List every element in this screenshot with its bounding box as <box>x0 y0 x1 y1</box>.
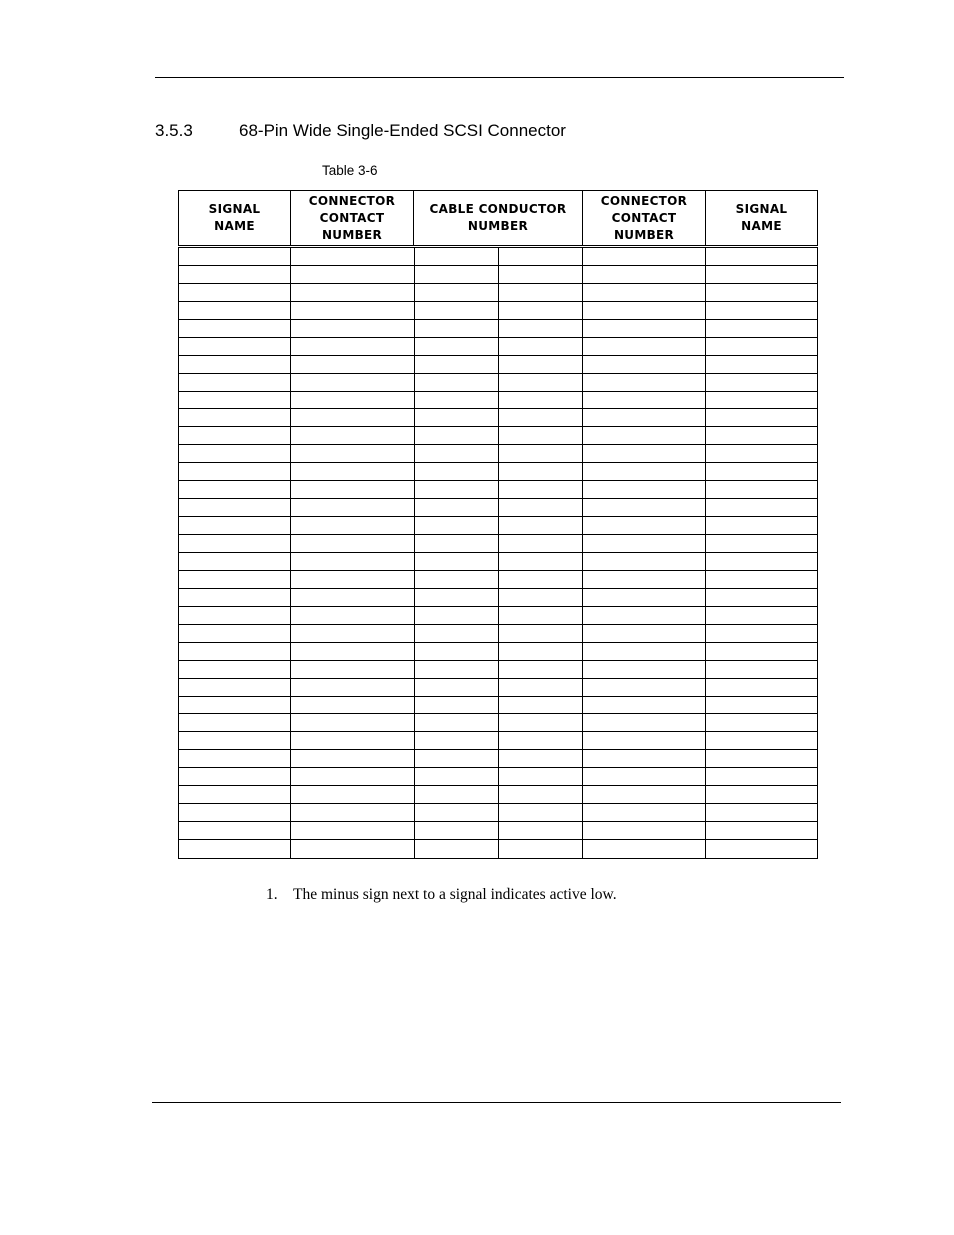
table-row <box>178 516 818 535</box>
table-cell <box>498 553 582 571</box>
table-cell <box>582 697 705 715</box>
table-cell <box>705 499 818 517</box>
table-cell <box>705 750 818 768</box>
table-cell <box>705 697 818 715</box>
table-cell <box>290 535 414 553</box>
table-cell <box>414 481 498 499</box>
table-row <box>178 624 818 643</box>
table-cell <box>582 553 705 571</box>
table-row <box>178 785 818 804</box>
table-row <box>178 373 818 392</box>
table-cell <box>498 589 582 607</box>
table-cell <box>178 535 290 553</box>
table-cell <box>705 804 818 822</box>
table-cell <box>498 571 582 589</box>
table-cell <box>178 679 290 697</box>
table-cell <box>178 607 290 625</box>
header-signal-name-right <box>705 190 818 246</box>
table-row <box>178 283 818 302</box>
table-cell <box>290 374 414 392</box>
table-cell <box>705 714 818 732</box>
table-cell <box>178 768 290 786</box>
header-label: CABLE CONDUCTOR NUMBER <box>429 202 567 233</box>
table-cell <box>414 374 498 392</box>
table-cell <box>414 320 498 338</box>
table-cell <box>414 804 498 822</box>
table-cell <box>705 481 818 499</box>
table-row <box>178 462 818 481</box>
table-cell <box>414 517 498 535</box>
table-cell <box>414 822 498 840</box>
table-cell <box>290 804 414 822</box>
table-cell <box>178 553 290 571</box>
table-cell <box>414 499 498 517</box>
table-cell <box>705 786 818 804</box>
table-cell <box>498 427 582 445</box>
table-cell <box>414 571 498 589</box>
table-cell <box>414 714 498 732</box>
header-connector-contact-right <box>582 190 706 246</box>
table-cell <box>582 804 705 822</box>
table-cell <box>290 517 414 535</box>
table-cell <box>582 679 705 697</box>
header-label: SIGNAL NAME <box>735 202 788 233</box>
table-caption: Table 3-6 <box>322 163 378 178</box>
table-row <box>178 696 818 715</box>
table-cell <box>178 374 290 392</box>
table-row <box>178 426 818 445</box>
page-bottom-rule <box>152 1102 841 1103</box>
table-header <box>178 190 818 247</box>
table-cell <box>705 607 818 625</box>
table-row <box>178 731 818 750</box>
table-cell <box>582 338 705 356</box>
table-row <box>178 642 818 661</box>
table-cell <box>178 338 290 356</box>
table-cell <box>498 284 582 302</box>
footnote-number: 1. <box>266 886 278 903</box>
table-cell <box>290 625 414 643</box>
table-cell <box>414 248 498 266</box>
table-cell <box>582 840 705 858</box>
table-cell <box>582 427 705 445</box>
table-cell <box>498 804 582 822</box>
table-cell <box>414 768 498 786</box>
table-cell <box>498 607 582 625</box>
table-row <box>178 498 818 517</box>
table-cell <box>290 714 414 732</box>
table-cell <box>178 427 290 445</box>
table-cell <box>414 750 498 768</box>
table-cell <box>178 284 290 302</box>
table-cell <box>290 481 414 499</box>
header-connector-contact-left <box>290 190 414 246</box>
table-cell <box>582 607 705 625</box>
table-cell <box>290 822 414 840</box>
table-row <box>178 839 818 859</box>
table-row <box>178 821 818 840</box>
table-cell <box>498 499 582 517</box>
table-cell <box>705 732 818 750</box>
table-cell <box>414 409 498 427</box>
table-cell <box>498 750 582 768</box>
table-cell <box>414 840 498 858</box>
table-cell <box>290 445 414 463</box>
table-cell <box>582 302 705 320</box>
table-cell <box>705 517 818 535</box>
section-title: 68-Pin Wide Single-Ended SCSI Connector <box>239 121 566 140</box>
table-cell <box>178 822 290 840</box>
section-heading <box>155 121 566 141</box>
table-cell <box>498 714 582 732</box>
table-cell <box>178 517 290 535</box>
table-cell <box>178 320 290 338</box>
table-cell <box>290 840 414 858</box>
table-cell <box>178 409 290 427</box>
table-row <box>178 444 818 463</box>
table-cell <box>498 535 582 553</box>
table-cell <box>498 374 582 392</box>
table-cell <box>498 338 582 356</box>
table-row <box>178 606 818 625</box>
table-cell <box>582 625 705 643</box>
table-row <box>178 570 818 589</box>
table-cell <box>290 463 414 481</box>
table-cell <box>498 517 582 535</box>
table-row <box>178 588 818 607</box>
table-cell <box>290 661 414 679</box>
table-cell <box>178 643 290 661</box>
table-cell <box>705 266 818 284</box>
table-cell <box>178 697 290 715</box>
table-cell <box>705 374 818 392</box>
table-cell <box>498 481 582 499</box>
table-row <box>178 660 818 679</box>
table-cell <box>414 553 498 571</box>
table-cell <box>498 786 582 804</box>
table-cell <box>290 302 414 320</box>
page-top-rule <box>155 77 844 78</box>
table-cell <box>705 463 818 481</box>
table-row <box>178 480 818 499</box>
table-cell <box>178 714 290 732</box>
section-number: 3.5.3 <box>155 121 193 140</box>
table-cell <box>582 356 705 374</box>
header-label: CONNECTOR CONTACT NUMBER <box>308 193 396 242</box>
table-cell <box>290 697 414 715</box>
table-cell <box>582 320 705 338</box>
table-cell <box>705 822 818 840</box>
table-cell <box>582 589 705 607</box>
table-cell <box>290 392 414 410</box>
table-cell <box>290 248 414 266</box>
table-cell <box>290 427 414 445</box>
table-cell <box>582 463 705 481</box>
table-cell <box>582 786 705 804</box>
table-cell <box>498 840 582 858</box>
table-cell <box>582 535 705 553</box>
table-cell <box>290 356 414 374</box>
table-row <box>178 534 818 553</box>
table-cell <box>178 589 290 607</box>
table-cell <box>498 356 582 374</box>
table-row <box>178 678 818 697</box>
header-label: SIGNAL NAME <box>208 202 261 233</box>
table-cell <box>178 302 290 320</box>
table-cell <box>498 822 582 840</box>
table-cell <box>705 427 818 445</box>
table-cell <box>705 571 818 589</box>
footnote <box>266 886 617 904</box>
table-cell <box>290 409 414 427</box>
table-cell <box>705 643 818 661</box>
table-cell <box>705 284 818 302</box>
table-row <box>178 265 818 284</box>
table-cell <box>498 625 582 643</box>
table-cell <box>178 445 290 463</box>
table-cell <box>178 804 290 822</box>
table-cell <box>414 661 498 679</box>
table-cell <box>498 697 582 715</box>
table-cell <box>290 338 414 356</box>
table-cell <box>498 661 582 679</box>
header-cable-conductor <box>413 190 583 246</box>
table-cell <box>414 266 498 284</box>
table-cell <box>498 768 582 786</box>
table-cell <box>290 768 414 786</box>
table-cell <box>414 392 498 410</box>
table-cell <box>498 732 582 750</box>
table-row <box>178 247 818 266</box>
table-cell <box>290 553 414 571</box>
table-cell <box>582 266 705 284</box>
table-cell <box>582 732 705 750</box>
table-cell <box>290 643 414 661</box>
table-cell <box>178 248 290 266</box>
table-cell <box>290 320 414 338</box>
table-cell <box>414 607 498 625</box>
table-cell <box>414 589 498 607</box>
table-row <box>178 319 818 338</box>
table-cell <box>582 392 705 410</box>
table-cell <box>414 356 498 374</box>
table-cell <box>178 625 290 643</box>
table-row <box>178 803 818 822</box>
table-cell <box>290 679 414 697</box>
table-cell <box>414 427 498 445</box>
table-cell <box>498 392 582 410</box>
table-cell <box>290 284 414 302</box>
table-row <box>178 408 818 427</box>
table-row <box>178 767 818 786</box>
table-cell <box>582 248 705 266</box>
table-row <box>178 713 818 732</box>
table-cell <box>178 392 290 410</box>
table-cell <box>414 463 498 481</box>
table-cell <box>414 302 498 320</box>
table-cell <box>498 679 582 697</box>
table-cell <box>178 786 290 804</box>
table-cell <box>178 661 290 679</box>
table-cell <box>498 445 582 463</box>
table-cell <box>498 320 582 338</box>
table-cell <box>582 661 705 679</box>
table-cell <box>414 679 498 697</box>
table-cell <box>582 284 705 302</box>
table-cell <box>290 499 414 517</box>
table-cell <box>705 445 818 463</box>
table-cell <box>498 302 582 320</box>
table-cell <box>582 499 705 517</box>
table-cell <box>705 553 818 571</box>
table-cell <box>498 643 582 661</box>
table-cell <box>582 481 705 499</box>
table-cell <box>582 445 705 463</box>
table-cell <box>498 409 582 427</box>
table-cell <box>178 571 290 589</box>
table-cell <box>414 697 498 715</box>
table-cell <box>705 356 818 374</box>
table-cell <box>705 409 818 427</box>
table-cell <box>414 643 498 661</box>
table-cell <box>414 284 498 302</box>
table-body <box>178 247 818 857</box>
table-cell <box>582 714 705 732</box>
table-cell <box>290 786 414 804</box>
table-cell <box>705 392 818 410</box>
table-cell <box>582 822 705 840</box>
table-row <box>178 391 818 410</box>
table-row <box>178 749 818 768</box>
table-cell <box>178 266 290 284</box>
table-cell <box>705 840 818 858</box>
table-cell <box>414 732 498 750</box>
table-cell <box>498 266 582 284</box>
table-cell <box>582 768 705 786</box>
table-cell <box>498 248 582 266</box>
table-cell <box>705 320 818 338</box>
footnote-text: The minus sign next to a signal indicates active low. <box>293 886 617 903</box>
table-cell <box>290 732 414 750</box>
table-cell <box>705 768 818 786</box>
table-cell <box>178 750 290 768</box>
table-cell <box>705 338 818 356</box>
table-cell <box>705 589 818 607</box>
table-cell <box>290 571 414 589</box>
table-cell <box>178 840 290 858</box>
table-cell <box>178 463 290 481</box>
table-cell <box>414 535 498 553</box>
table-cell <box>178 481 290 499</box>
table-cell <box>705 661 818 679</box>
table-cell <box>705 302 818 320</box>
table-cell <box>705 248 818 266</box>
table-cell <box>582 374 705 392</box>
table-cell <box>582 409 705 427</box>
table-cell <box>414 445 498 463</box>
header-label: CONNECTOR CONTACT NUMBER <box>600 193 688 242</box>
header-signal-name-left <box>178 190 291 246</box>
table-cell <box>178 356 290 374</box>
table-row <box>178 552 818 571</box>
table-row <box>178 355 818 374</box>
table-cell <box>414 625 498 643</box>
table-cell <box>414 786 498 804</box>
table-cell <box>290 266 414 284</box>
table-cell <box>582 643 705 661</box>
table-cell <box>582 571 705 589</box>
table-cell <box>705 679 818 697</box>
table-cell <box>705 535 818 553</box>
table-row <box>178 337 818 356</box>
table-cell <box>178 732 290 750</box>
table-cell <box>290 750 414 768</box>
table-cell <box>582 750 705 768</box>
table-cell <box>178 499 290 517</box>
table-row <box>178 301 818 320</box>
table-cell <box>498 463 582 481</box>
table-cell <box>414 338 498 356</box>
table-cell <box>582 517 705 535</box>
table-cell <box>290 607 414 625</box>
table-cell <box>290 589 414 607</box>
table-cell <box>705 625 818 643</box>
